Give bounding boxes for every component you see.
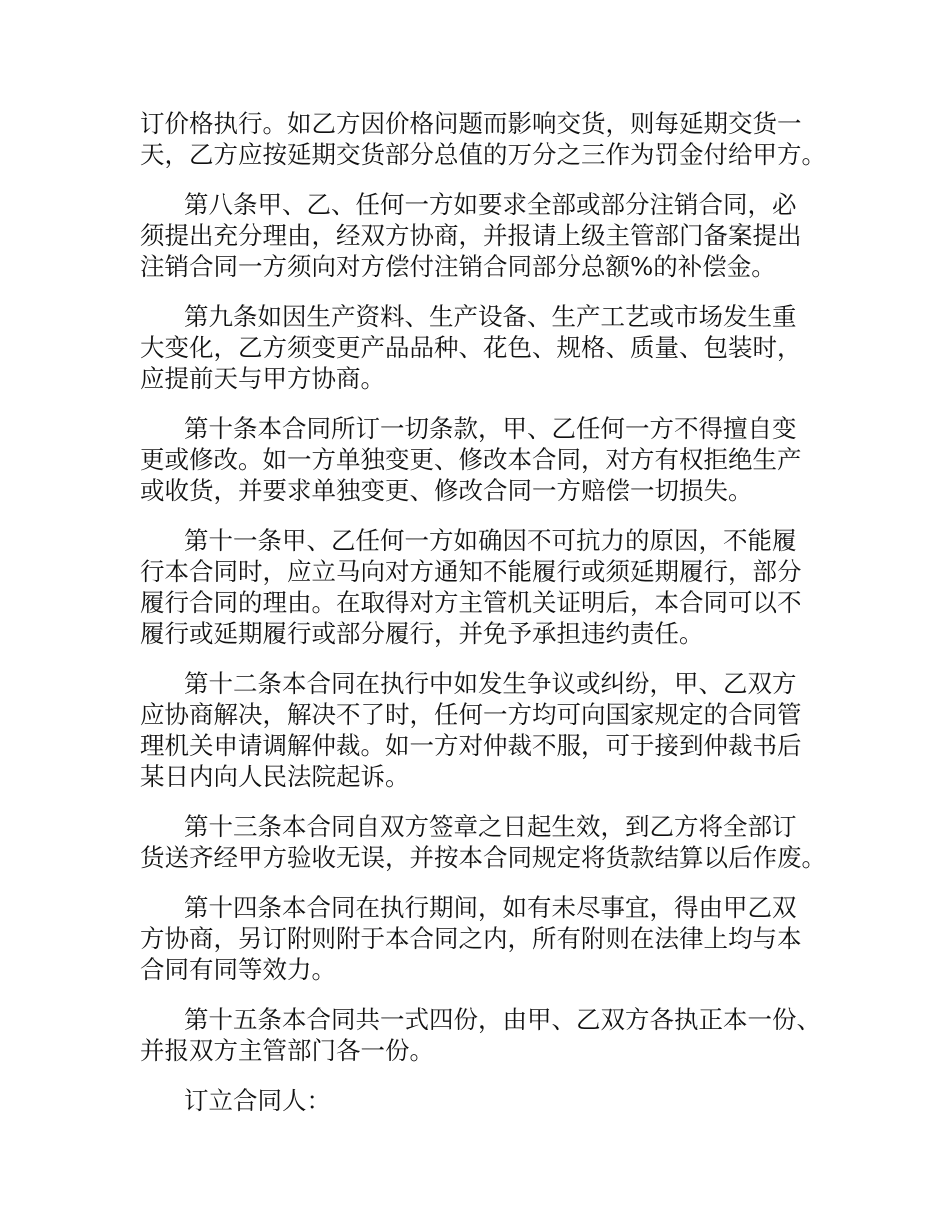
paragraph-line: 须提出充分理由，经双方协商，并报请上级主管部门备案提出 <box>140 221 802 250</box>
paragraph-line: 第十三条本合同自双方签章之日起生效，到乙方将全部订 <box>184 812 797 841</box>
paragraph-line: 或收货，并要求单独变更、修改合同一方赔偿一切损失。 <box>140 476 753 505</box>
paragraph-article-12 <box>140 668 840 792</box>
paragraph-line: 履行合同的理由。在取得对方主管机关证明后，本合同可以不 <box>140 588 802 617</box>
paragraph-line: 货送齐经甲方验收无误，并按本合同规定将货款结算以后作废。 <box>140 843 826 872</box>
paragraph-article-11 <box>140 525 840 649</box>
contract-text <box>140 108 840 1135</box>
paragraph-line: 天，乙方应按延期交货部分总值的万分之三作为罚金付给甲方。 <box>140 140 826 169</box>
paragraph-line: 第九条如因生产资料、生产设备、生产工艺或市场发生重 <box>184 302 797 331</box>
paragraph-article-15 <box>140 1004 840 1066</box>
paragraph-line: 应提前天与甲方协商。 <box>140 364 385 393</box>
paragraph-article-13 <box>140 811 840 873</box>
paragraph-line: 某日内向人民法院起诉。 <box>140 762 410 791</box>
paragraph-line: 应协商解决，解决不了时，任何一方均可向国家规定的合同管 <box>140 700 802 729</box>
paragraph-signatory <box>140 1085 840 1116</box>
paragraph-line: 订价格执行。如乙方因价格问题而影响交货，则每延期交货一 <box>140 109 802 138</box>
paragraph-line: 履行或延期履行或部分履行，并免予承担违约责任。 <box>140 619 704 648</box>
paragraph-line: 理机关申请调解仲裁。如一方对仲裁不服，可于接到仲裁书后 <box>140 731 802 760</box>
paragraph-line: 第十四条本合同在执行期间，如有未尽事宜，得由甲乙双 <box>184 893 797 922</box>
paragraph-line: 更或修改。如一方单独变更、修改本合同，对方有权拒绝生产 <box>140 445 802 474</box>
paragraph-continued-price-clause <box>140 108 840 170</box>
paragraph-line: 订立合同人： <box>184 1086 331 1115</box>
paragraph-line: 第十条本合同所订一切条款，甲、乙任何一方不得擅自变 <box>184 414 797 443</box>
paragraph-line: 注销合同一方须向对方偿付注销合同部分总额%的补偿金。 <box>140 252 776 281</box>
paragraph-article-8 <box>140 189 840 282</box>
paragraph-line: 行本合同时，应立马向对方通知不能履行或须延期履行，部分 <box>140 557 802 586</box>
paragraph-line: 第十二条本合同在执行中如发生争议或纠纷，甲、乙双方 <box>184 669 797 698</box>
paragraph-article-14 <box>140 892 840 985</box>
paragraph-line: 第十五条本合同共一式四份，由甲、乙双方各执正本一份、 <box>184 1005 821 1034</box>
paragraph-line: 大变化，乙方须变更产品品种、花色、规格、质量、包装时， <box>140 333 802 362</box>
paragraph-article-10 <box>140 413 840 506</box>
paragraph-line: 并报双方主管部门各一份。 <box>140 1036 434 1065</box>
paragraph-line: 合同有同等效力。 <box>140 955 336 984</box>
paragraph-line: 第八条甲、乙、任何一方如要求全部或部分注销合同，必 <box>184 190 797 219</box>
paragraph-line: 方协商，另订附则附于本合同之内，所有附则在法律上均与本 <box>140 924 802 953</box>
paragraph-line: 第十一条甲、乙任何一方如确因不可抗力的原因，不能履 <box>184 526 797 555</box>
paragraph-article-9 <box>140 301 840 394</box>
